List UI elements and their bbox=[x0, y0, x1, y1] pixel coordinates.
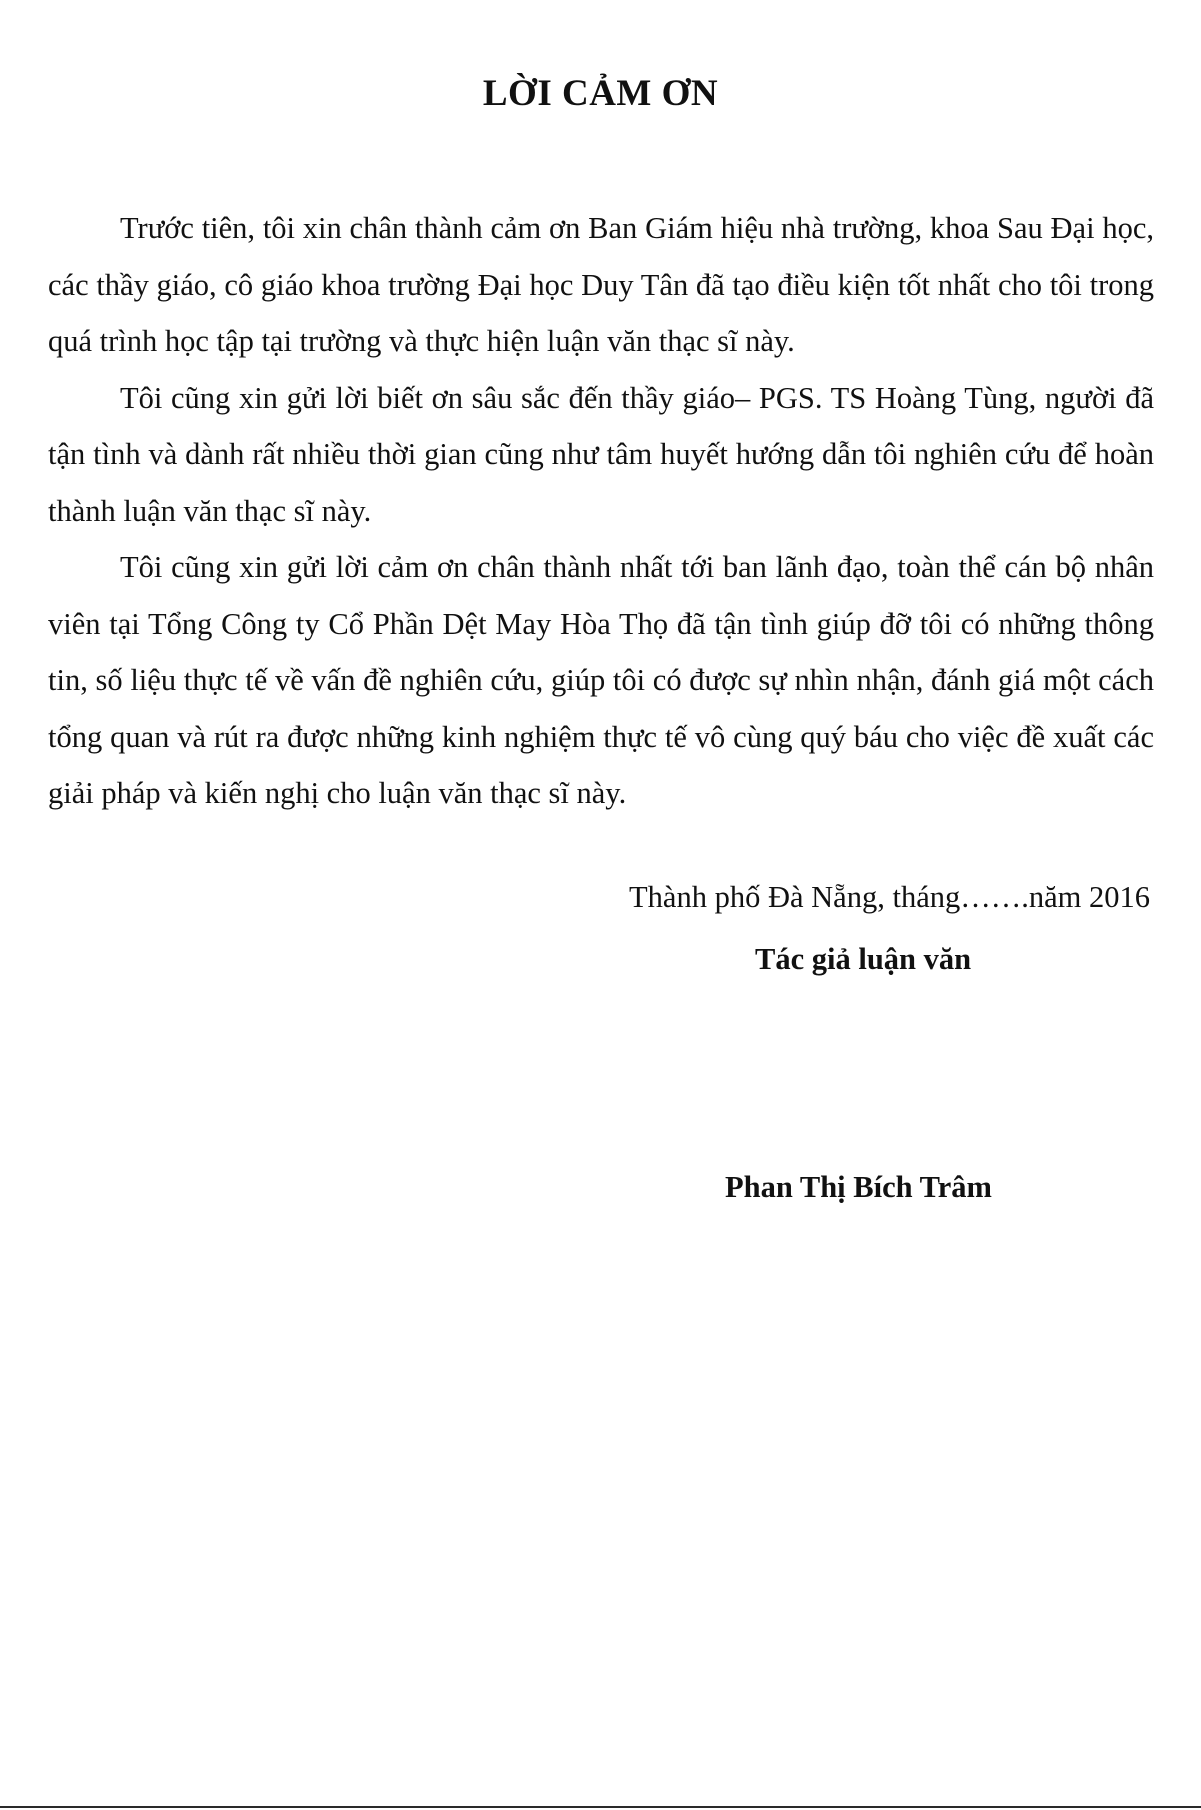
paragraph-2: Tôi cũng xin gửi lời biết ơn sâu sắc đến thầy giáo– PGS. TS Hoàng Tùng, người đã tận tình và dành rất nhiều thời gian cũng như tâm huyết hướng dẫn tôi nghiên cứu để hoàn thành luận văn thạc sĩ này. bbox=[48, 380, 1154, 528]
author-label: Tác giả luận văn bbox=[755, 942, 972, 976]
place-date: Thành phố Đà Nẵng, tháng…….năm 2016 bbox=[629, 880, 1150, 914]
acknowledgement-body bbox=[48, 200, 1154, 822]
bottom-divider bbox=[0, 1806, 1201, 1808]
paragraph-1: Trước tiên, tôi xin chân thành cảm ơn Ban Giám hiệu nhà trường, khoa Sau Đại học, các thầy giáo, cô giáo khoa trường Đại học Duy Tân đã tạo điều kiện tốt nhất cho tôi trong quá trình học tập tại trường và thực hiện luận văn thạc sĩ này. bbox=[48, 211, 1154, 358]
page-title: LỜI CẢM ƠN bbox=[482, 73, 719, 114]
paragraph-3: Tôi cũng xin gửi lời cảm ơn chân thành nhất tới ban lãnh đạo, toàn thể cán bộ nhân viên tại Tổng Công ty Cổ Phần Dệt May Hòa Thọ đã tận tình giúp đỡ tôi có những thông tin, số liệu thực tế về vấn đề nghiên cứu, giúp tôi có được sự nhìn nhận, đánh giá một cách tổng quan và rút ra được những kinh nghiệm thực tế vô cùng quý báu cho việc đề xuất các giải pháp và kiến nghị cho luận văn thạc sĩ này. bbox=[48, 550, 1154, 810]
author-name: Phan Thị Bích Trâm bbox=[725, 1170, 992, 1204]
